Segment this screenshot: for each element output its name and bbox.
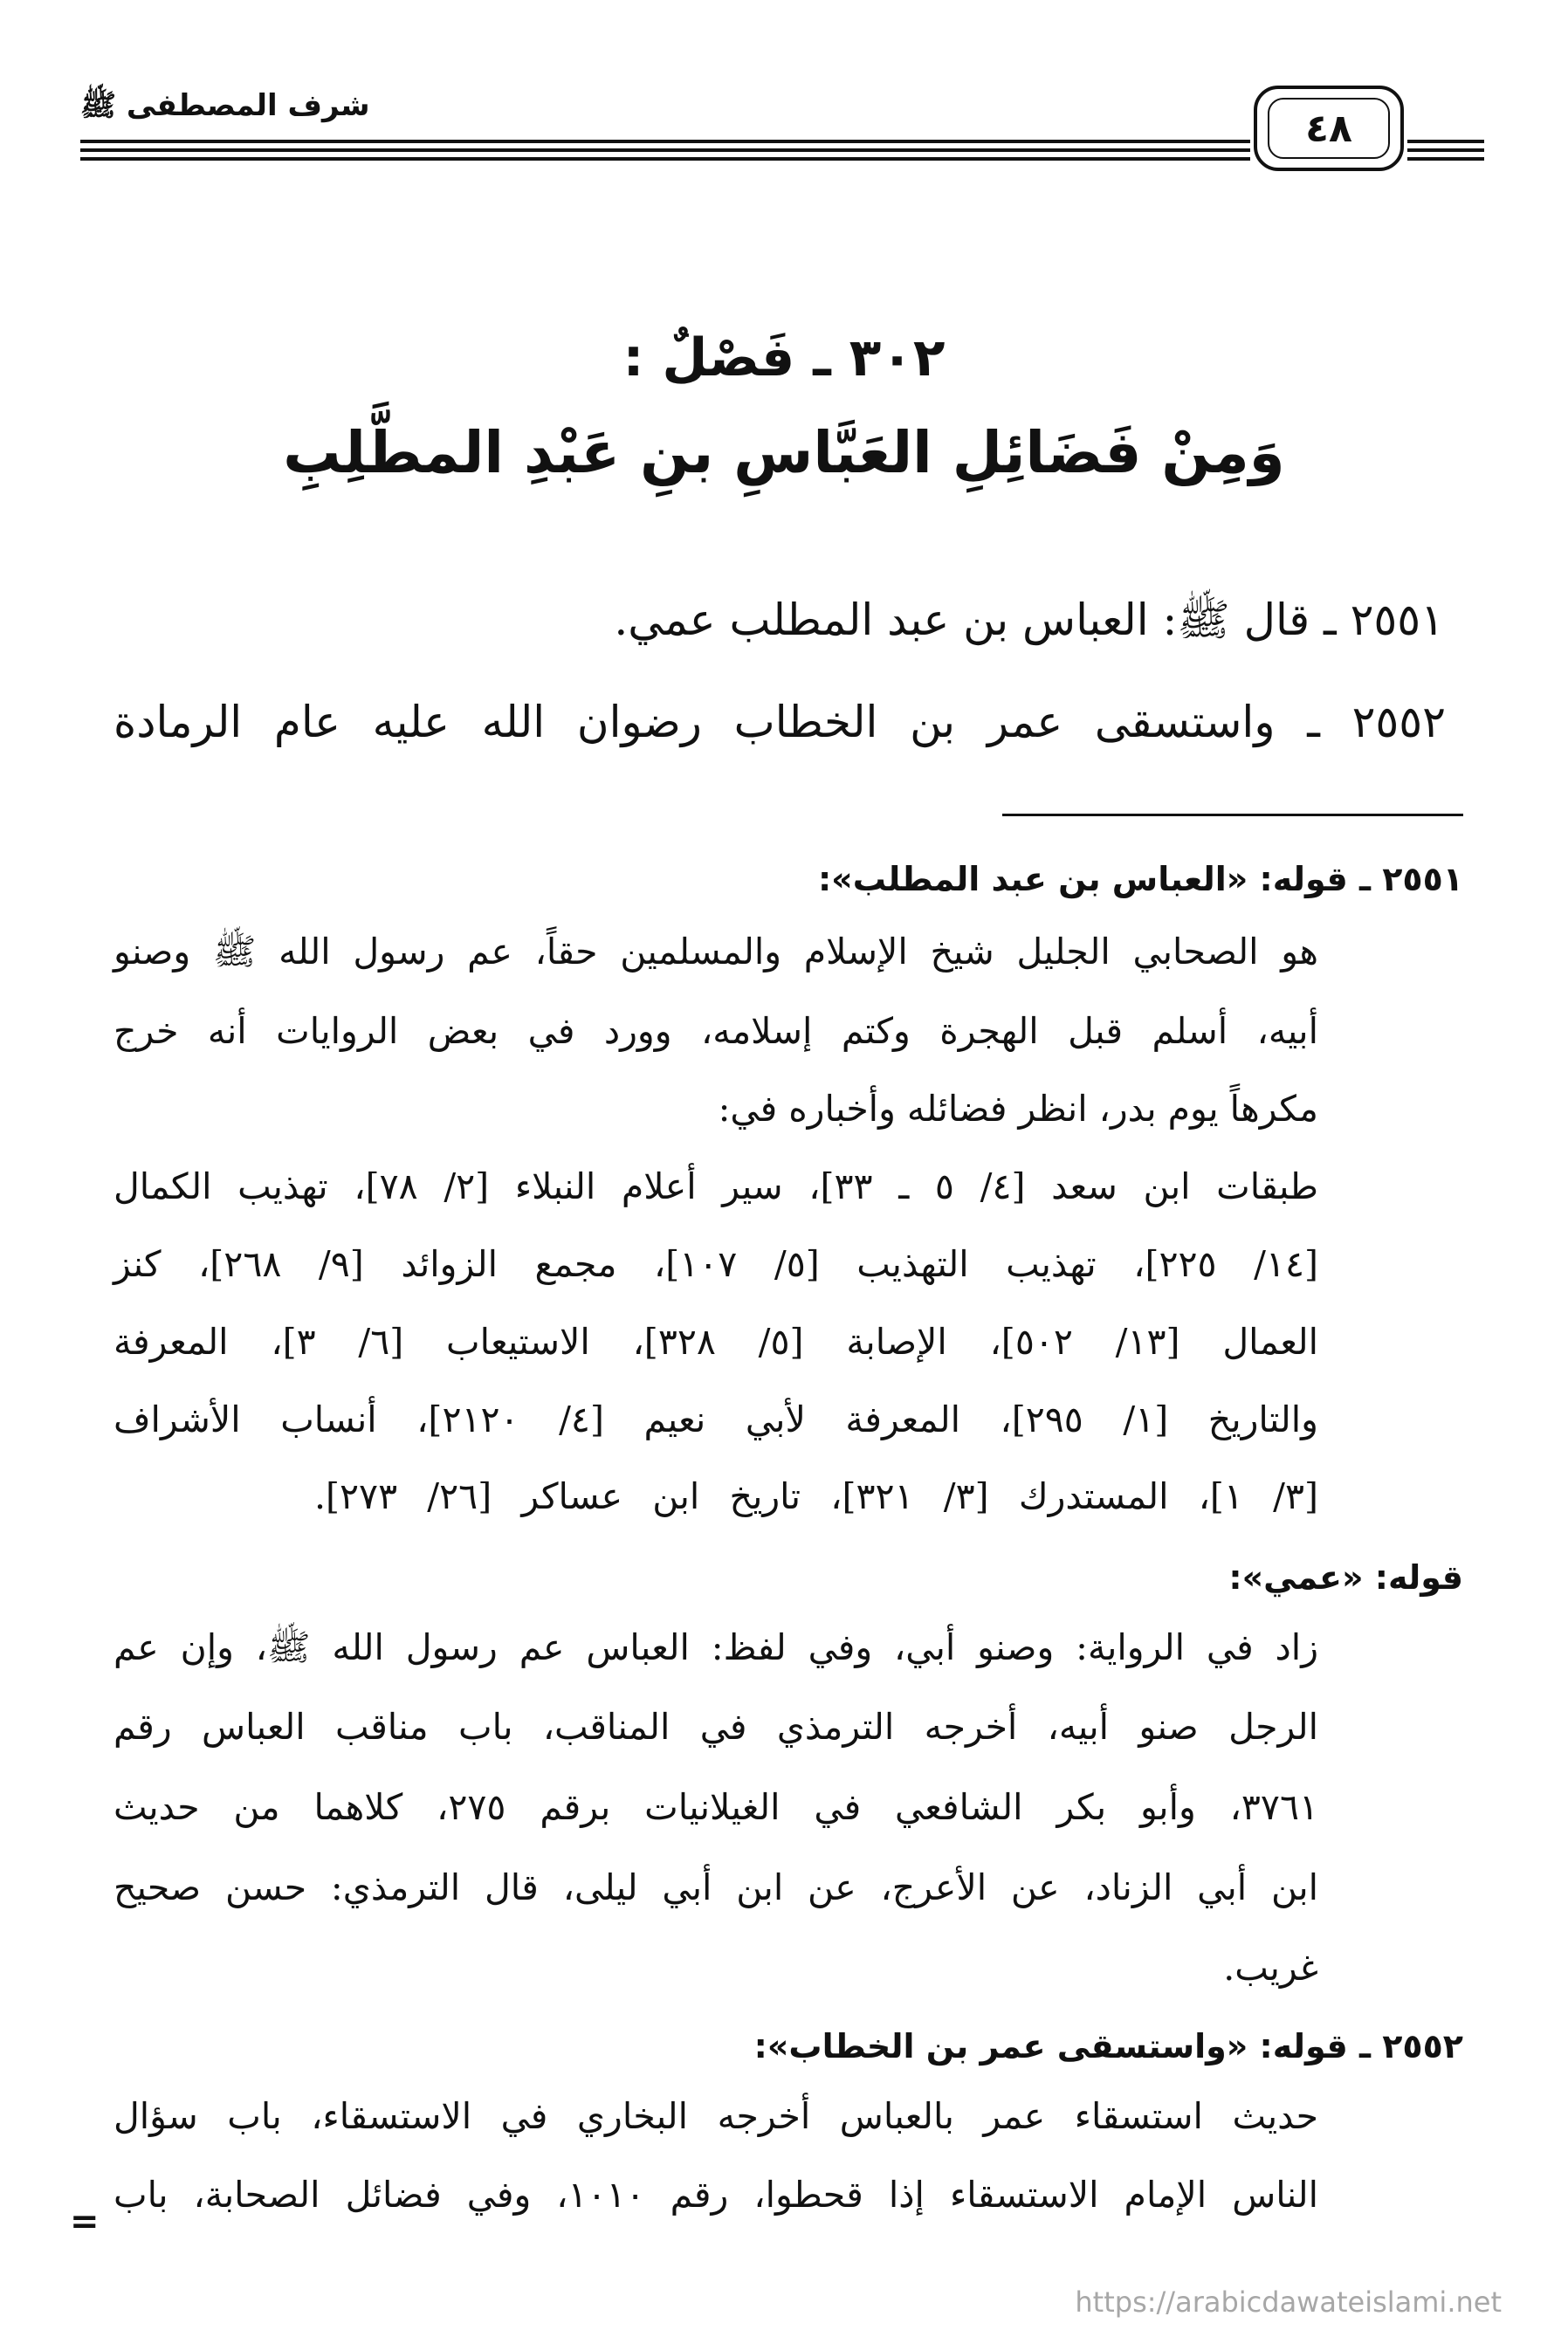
footnote-line: غريب. xyxy=(1223,1947,1318,1989)
footnote-line: طبقات ابن سعد [٤/ ٥ ـ ٣٣]، سير أعلام النبلاء [٢/ ٧٨]، تهذيب الكمال xyxy=(113,1165,1318,1207)
footnote-ammi-heading: قوله: «عمي»: xyxy=(1228,1558,1463,1597)
footnote-line: الناس الإمام الاستسقاء إذا قحطوا، رقم ١٠١٠، وفي فضائل الصحابة، باب xyxy=(113,2174,1318,2216)
hadith-2551: ٢٥٥١ ـ قال ﷺ: العباس بن عبد المطلب عمي. xyxy=(614,595,1444,645)
footnote-line: ابن أبي الزناد، عن الأعرج، عن ابن أبي ليلى، قال الترمذي: حسن صحيح xyxy=(113,1866,1318,1908)
hadith-2552: ٢٥٥٢ ـ واستسقى عمر بن الخطاب رضوان الله عليه عام الرمادة xyxy=(113,697,1446,747)
footnote-line: حديث استسقاء عمر بالعباس أخرجه البخاري في الاستسقاء، باب سؤال xyxy=(113,2095,1318,2137)
chapter-title: وَمِنْ فَضَائِلِ العَبَّاسِ بنِ عَبْدِ المطَّلِبِ xyxy=(283,419,1285,486)
source-watermark: https://arabicdawateislami.net xyxy=(1075,2285,1502,2319)
footnote-line: [٣/ ١]، المستدرك [٣/ ٣٢١]، تاريخ ابن عساكر [٢٦/ ٢٧٣]. xyxy=(314,1475,1319,1517)
running-header xyxy=(0,0,1568,227)
footnote-2551-heading: ٢٥٥١ ـ قوله: «العباس بن عبد المطلب»: xyxy=(817,860,1463,898)
header-rule xyxy=(80,148,1250,152)
chapter-number: ٣٠٢ ـ فَصْلٌ : xyxy=(622,327,946,388)
footnote-line: الرجل صنو أبيه، أخرجه الترمذي في المناقب، باب مناقب العباس رقم xyxy=(113,1706,1318,1748)
page-number: ٤٨ xyxy=(1268,98,1390,159)
header-rule xyxy=(80,157,1250,161)
footnote-line: ٣٧٦١، وأبو بكر الشافعي في الغيلانيات برقم ٢٧٥، كلاهما من حديث xyxy=(113,1786,1318,1828)
header-rule xyxy=(1407,140,1484,143)
footnote-line: زاد في الرواية: وصنو أبي، وفي لفظ: العباس عم رسول الله ﷺ، وإن عم xyxy=(113,1626,1318,1668)
header-rule xyxy=(80,140,1250,143)
running-title: شرف المصطفى ﷺ xyxy=(80,88,370,123)
footnote-line: والتاريخ [١/ ٢٩٥]، المعرفة لأبي نعيم [٤/ ٢١٢٠]، أنساب الأشراف xyxy=(113,1399,1318,1440)
footnote-2552-heading: ٢٥٥٢ ـ قوله: «واستسقى عمر بن الخطاب»: xyxy=(753,2027,1463,2065)
footnote-line: أبيه، أسلم قبل الهجرة وكتم إسلامه، وورد في بعض الروايات أنه خرج xyxy=(113,1010,1318,1052)
footnote-line: هو الصحابي الجليل شيخ الإسلام والمسلمين حقاً، عم رسول الله ﷺ وصنو xyxy=(113,931,1318,973)
continuation-mark: = xyxy=(70,2202,100,2242)
header-rule xyxy=(1407,157,1484,161)
footnote-line: [١٤/ ٢٢٥]، تهذيب التهذيب [٥/ ١٠٧]، مجمع الزوائد [٩/ ٢٦٨]، كنز xyxy=(113,1243,1318,1285)
footnote-line: مكرهاً يوم بدر، انظر فضائله وأخباره في: xyxy=(718,1088,1318,1130)
footnote-separator xyxy=(1002,814,1463,816)
footnote-line: العمال [١٣/ ٥٠٢]، الإصابة [٥/ ٣٢٨]، الاستيعاب [٦/ ٣]، المعرفة xyxy=(113,1321,1318,1363)
header-rule xyxy=(1407,148,1484,152)
